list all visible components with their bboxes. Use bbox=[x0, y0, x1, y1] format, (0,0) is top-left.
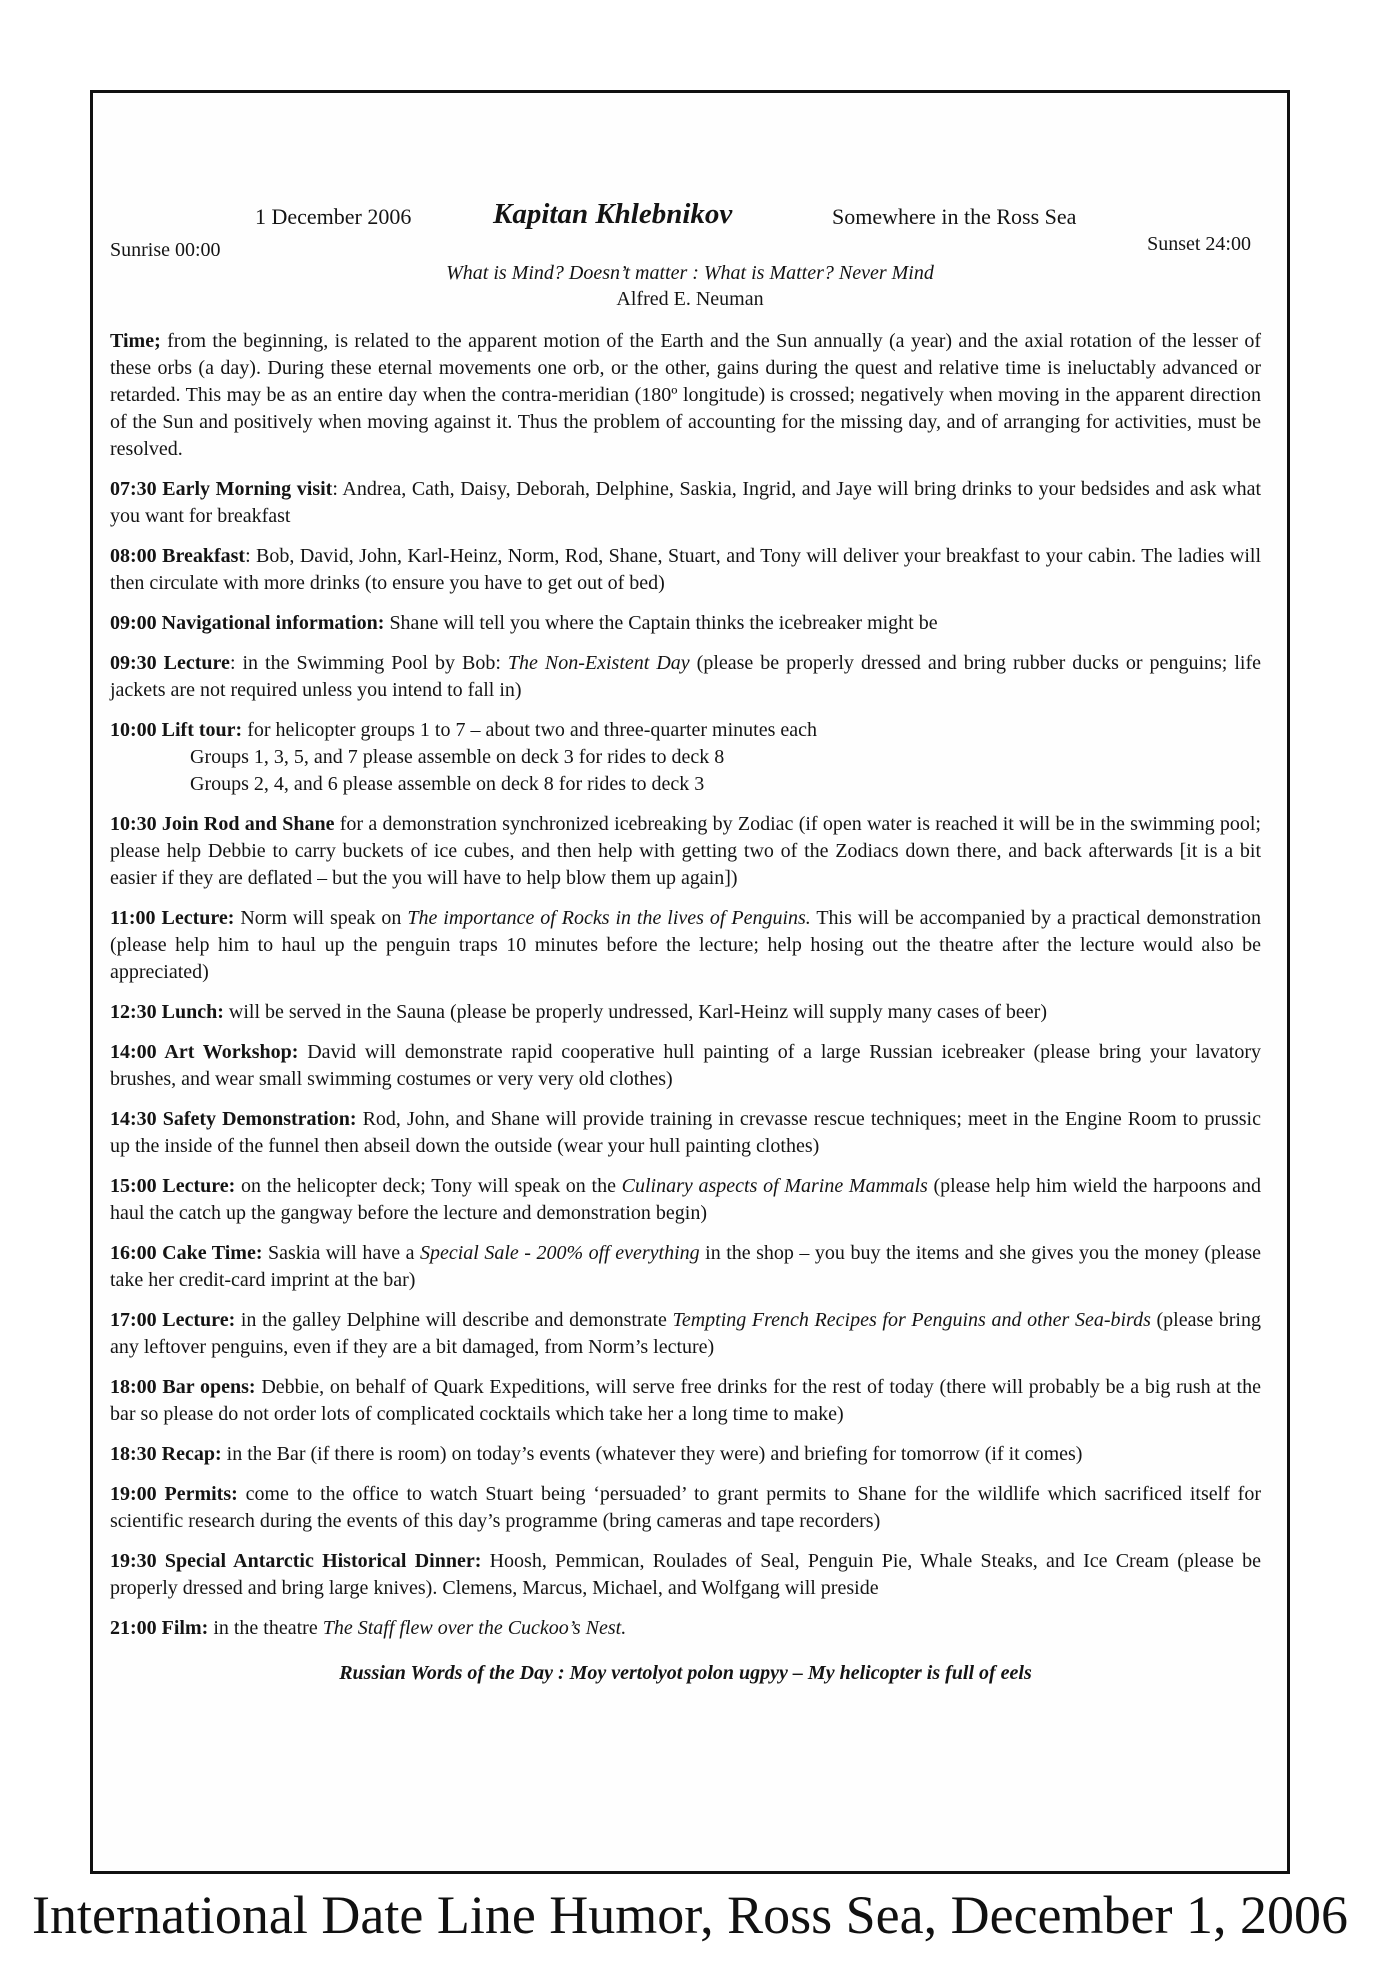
schedule-item-text: : Bob, David, John, Karl-Heinz, Norm, Rod, Shane, Stuart, and Tony will deliver your breakfast to your cabin. The ladies will then circulate with more drinks (to ensure you have to get out of bed) bbox=[110, 545, 1261, 594]
schedule-item-heading: 08:00 Breakfast bbox=[110, 545, 246, 567]
schedule-item-text: (please bring any leftover penguins, even if they are a bit damaged, from Norm’s lecture) bbox=[110, 1309, 1261, 1358]
schedule-item bbox=[110, 1173, 1261, 1227]
sunrise-time: Sunrise 00:00 bbox=[110, 239, 221, 261]
schedule-item bbox=[110, 905, 1261, 986]
schedule-item-text: Norm will speak on bbox=[234, 907, 408, 929]
epigraph-author: Alfred E. Neuman bbox=[616, 288, 764, 310]
schedule-item-text: Hoosh, Pemmican, Roulades of Seal, Penguin Pie, Whale Steaks, and Ice Cream (please be properly dressed and bring large knives). Clemens, Marcus, Michael, and Wolfgang will preside bbox=[110, 1550, 1261, 1599]
schedule-item bbox=[110, 1481, 1261, 1535]
schedule-item bbox=[110, 717, 1261, 798]
schedule-item bbox=[110, 1441, 1261, 1468]
schedule-item-text: for helicopter groups 1 to 7 – about two and three-quarter minutes each bbox=[242, 719, 818, 741]
schedule-item-heading: 09:30 Lecture bbox=[110, 652, 230, 674]
schedule-item-text: on the helicopter deck; Tony will speak on the bbox=[235, 1175, 622, 1197]
schedule-item-text: in the galley Delphine will describe and demonstrate bbox=[235, 1309, 673, 1331]
intro-paragraph bbox=[110, 328, 1261, 463]
schedule-item bbox=[110, 1374, 1261, 1428]
schedule-item-title: The Staff flew over the Cuckoo’s Nest. bbox=[322, 1617, 627, 1639]
schedule-item bbox=[110, 999, 1261, 1026]
schedule-item-text: in the Bar (if there is room) on today’s events (whatever they were) and briefing for tomorrow (if it comes) bbox=[221, 1443, 1083, 1465]
schedule-list bbox=[110, 476, 1261, 1642]
schedule-item-heading: 10:30 Join Rod and Shane bbox=[110, 813, 335, 835]
schedule-item-text: Saskia will have a bbox=[262, 1242, 420, 1264]
schedule-item-heading: 07:30 Early Morning visit bbox=[110, 478, 333, 500]
schedule-item-text: in the shop – you buy the items and she gives you the money (please take her credit-card imprint at the bar) bbox=[110, 1242, 1261, 1291]
russian-words-footer: Russian Words of the Day : Moy vertolyot polon ugpyy – My helicopter is full of eels bbox=[339, 1662, 1032, 1684]
schedule-item-heading: 11:00 Lecture: bbox=[110, 907, 235, 929]
location-text: Somewhere in the Ross Sea bbox=[832, 204, 1077, 229]
schedule-item-heading: 18:30 Recap: bbox=[110, 1443, 222, 1465]
schedule-item-text: for a demonstration synchronized icebreaking by Zodiac (if open water is reached it will be in the swimming pool; please help Debbie to carry buckets of ice cubes, and then help with getting two of the Zodiacs down there, and back afterwards [it is a bit easier if they are deflated – but the you will have to help blow them up again]) bbox=[110, 813, 1261, 889]
ship-name-title: Kapitan Khlebnikov bbox=[493, 198, 733, 230]
photo-caption: International Date Line Humor, Ross Sea, December 1, 2006 bbox=[32, 1885, 1348, 1945]
schedule-item bbox=[110, 1039, 1261, 1093]
schedule-item-heading: 18:00 Bar opens: bbox=[110, 1376, 256, 1398]
schedule-item-text: in the theatre bbox=[208, 1617, 323, 1639]
intro-text: from the beginning, is related to the apparent motion of the Earth and the Sun annually (a year) and the axial rotation of the lesser of these orbs (a day). During these eternal movements one orb, or the other, gains during the quest and relative time is ineluctably advanced or retarded. This may be as an entire day when the contra-meridian (180º longitude) is crossed; negatively when moving in the apparent direction of the Sun and positively when moving against it. Thus the problem of accounting for the missing day, and of arranging for activities, must be resolved. bbox=[110, 330, 1261, 460]
schedule-item-text: (please be properly dressed and bring rubber ducks or penguins; life jackets are not required unless you intend to fall in) bbox=[110, 652, 1261, 701]
schedule-item-title: Special Sale - 200% off everything bbox=[419, 1242, 700, 1264]
schedule-item-heading: 14:00 Art Workshop: bbox=[110, 1041, 299, 1063]
schedule-item-heading: 21:00 Film: bbox=[110, 1617, 209, 1639]
schedule-item bbox=[110, 610, 1261, 637]
schedule-item-text: : Andrea, Cath, Daisy, Deborah, Delphine, Saskia, Ingrid, and Jaye will bring drinks to your bedsides and ask what you want for breakfast bbox=[110, 478, 1262, 527]
schedule-item bbox=[110, 1106, 1261, 1160]
schedule-subline: Groups 1, 3, 5, and 7 please assemble on deck 3 for rides to deck 8 bbox=[190, 746, 725, 768]
schedule-item-text: come to the office to watch Stuart being ‘persuaded’ to grant permits to Shane for the wildlife which sacrificed itself for scientific research during the events of this day’s programme (bring cameras and tape recorders) bbox=[110, 1483, 1261, 1532]
schedule-item-text: : in the Swimming Pool by Bob: bbox=[229, 652, 508, 674]
document-body bbox=[110, 328, 1261, 1687]
schedule-item-text: will be served in the Sauna (please be properly undressed, Karl-Heinz will supply many cases of beer) bbox=[223, 1001, 1047, 1023]
schedule-item-heading: 10:00 Lift tour: bbox=[110, 719, 243, 741]
document-date: 1 December 2006 bbox=[255, 204, 412, 229]
schedule-item-text: Debbie, on behalf of Quark Expeditions, will serve free drinks for the rest of today (there will probably be a big rush at the bar so please do not order lots of complicated cocktails which take her a long time to make) bbox=[110, 1376, 1261, 1425]
schedule-item bbox=[110, 543, 1261, 597]
schedule-item-heading: 17:00 Lecture: bbox=[110, 1309, 236, 1331]
schedule-item bbox=[110, 476, 1261, 530]
schedule-item bbox=[110, 650, 1261, 704]
schedule-item-text: Shane will tell you where the Captain thinks the icebreaker might be bbox=[384, 612, 938, 634]
schedule-item bbox=[110, 1307, 1261, 1361]
schedule-item-heading: 14:30 Safety Demonstration: bbox=[110, 1108, 357, 1130]
schedule-item-text: Rod, John, and Shane will provide training in crevasse rescue techniques; meet in the Engine Room to prussic up the inside of the funnel then abseil down the outside (wear your hull painting clothes) bbox=[110, 1108, 1261, 1157]
schedule-item-heading: 19:00 Permits: bbox=[110, 1483, 238, 1505]
schedule-item-title: The importance of Rocks in the lives of Penguins. bbox=[407, 907, 811, 929]
schedule-item-title: Culinary aspects of Marine Mammals bbox=[621, 1175, 928, 1197]
schedule-item bbox=[110, 1548, 1261, 1602]
schedule-item-heading: 15:00 Lecture: bbox=[110, 1175, 236, 1197]
schedule-item bbox=[110, 1615, 1261, 1642]
sunset-time: Sunset 24:00 bbox=[1147, 233, 1251, 255]
schedule-item-title: The Non-Existent Day bbox=[507, 652, 690, 674]
schedule-item-heading: 09:00 Navigational information: bbox=[110, 612, 385, 634]
schedule-item bbox=[110, 1240, 1261, 1294]
schedule-item-heading: 16:00 Cake Time: bbox=[110, 1242, 263, 1264]
schedule-item-text: David will demonstrate rapid cooperative hull painting of a large Russian icebreaker (please bring your lavatory brushes, and wear small swimming costumes or very very old clothes) bbox=[110, 1041, 1262, 1090]
schedule-item bbox=[110, 811, 1261, 892]
schedule-item-text: (please help him wield the harpoons and haul the catch up the gangway before the lecture and demonstration begin) bbox=[110, 1175, 1262, 1224]
intro-lead: Time; bbox=[110, 330, 161, 352]
schedule-item-text: This will be accompanied by a practical demonstration (please help him to haul up the penguin traps 10 minutes before the lecture; help hosing out the theatre after the lecture would also be appreciated) bbox=[110, 907, 1261, 983]
schedule-item-title: Tempting French Recipes for Penguins and other Sea-birds bbox=[672, 1309, 1151, 1331]
schedule-subline: Groups 2, 4, and 6 please assemble on deck 8 for rides to deck 3 bbox=[190, 773, 705, 795]
schedule-item-heading: 19:30 Special Antarctic Historical Dinner: bbox=[110, 1550, 482, 1572]
epigraph-quote: What is Mind? Doesn’t matter : What is Matter? Never Mind bbox=[446, 262, 934, 284]
schedule-item-heading: 12:30 Lunch: bbox=[110, 1001, 224, 1023]
